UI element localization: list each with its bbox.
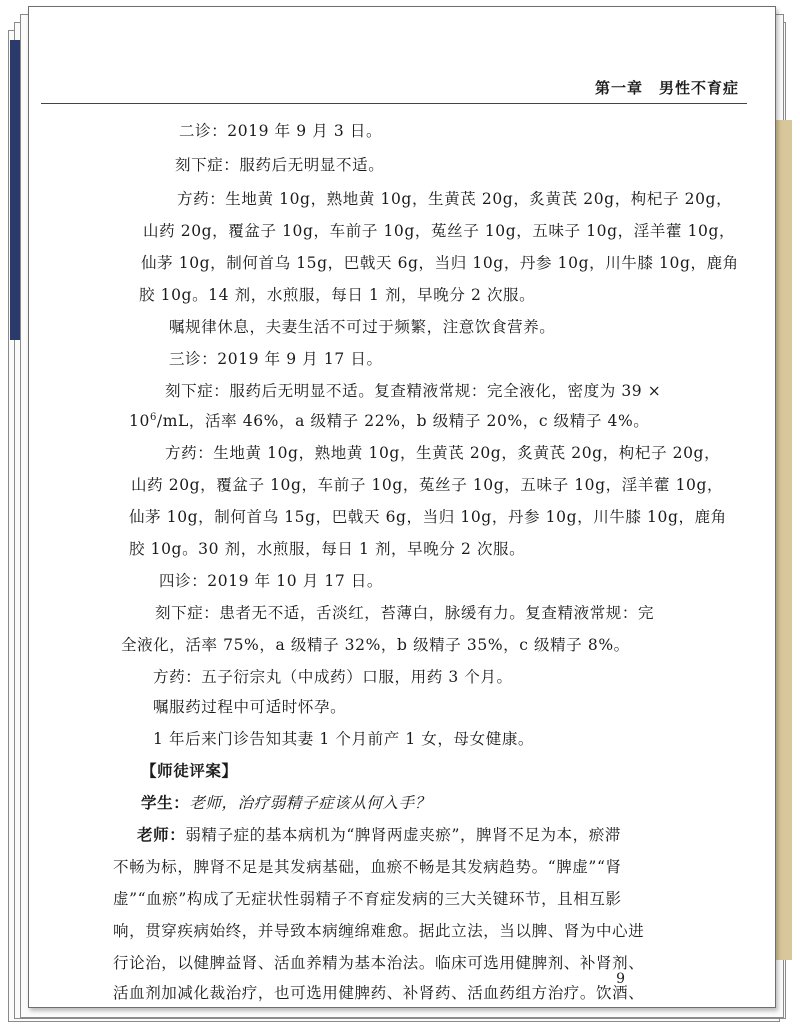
density-exponent: 6	[149, 411, 157, 423]
book-page	[28, 6, 776, 1008]
text-line: 方药：生地黄 10g，熟地黄 10g，生黄芪 20g，炙黄芪 20g，枸杞子 20g，	[165, 444, 721, 462]
text-line: 刻下症：服药后无明显不适。	[175, 156, 385, 174]
book-spine	[10, 40, 20, 340]
text-line: 山药 20g，覆盆子 10g，车前子 10g，菟丝子 10g，五味子 10g，淫羊藿 10g，	[143, 222, 736, 240]
density-rest: /mL，活率 46%，a 级精子 22%，b 级精子 20%，c 级精子 4%。	[156, 412, 650, 430]
text-line: 方药：生地黄 10g，熟地黄 10g，生黄芪 20g，炙黄芪 20g，枸杞子 20g，	[177, 190, 733, 208]
text-line: 全液化，活率 75%，a 级精子 32%，b 级精子 35%，c 级精子 8%。	[121, 636, 630, 654]
text-line: 嘱服药过程中可适时怀孕。	[153, 698, 347, 716]
text-line: 三诊：2019 年 9 月 17 日。	[169, 350, 383, 368]
text-line: 胶 10g。14 剂，水煎服，每日 1 剂，早晚分 2 次服。	[139, 286, 536, 304]
text-line: 刻下症：患者无不适，舌淡红，苔薄白，脉缓有力。复查精液常规：完	[155, 604, 655, 622]
section-heading: 【师徒评案】	[141, 762, 238, 780]
teacher-answer	[137, 823, 621, 845]
text-line: 活血剂加减化裁治疗，也可选用健脾药、补肾药、活血药组方治疗。饮酒、	[113, 984, 645, 1002]
student-text: 老师，治疗弱精子症该从何入手？	[189, 794, 431, 812]
text-line: 方药：五子衍宗丸（中成药）口服，用药 3 个月。	[153, 668, 513, 686]
teacher-label: 老师：	[137, 826, 186, 844]
text-line: 仙茅 10g，制何首乌 15g，巴戟天 6g，当归 10g，丹参 10g，川牛膝 10g，鹿角	[141, 254, 739, 272]
text-line: 1 年后来门诊告知其妻 1 个月前产 1 女，母女健康。	[153, 730, 535, 748]
text-line: 刻下症：服药后无明显不适。复查精液常规：完全液化，密度为 39 ×	[165, 382, 662, 400]
page-edge	[774, 120, 792, 960]
chapter-header: 第一章 男性不育症	[594, 79, 739, 97]
student-label: 学生：	[141, 794, 190, 812]
text-line: 嘱规律休息，夫妻生活不可过于频繁，注意饮食营养。	[169, 318, 556, 336]
density-line	[129, 409, 649, 431]
text-line: 胶 10g。30 剂，水煎服，每日 1 剂，早晚分 2 次服。	[129, 540, 526, 558]
teacher-text: 弱精子症的基本病机为“脾肾两虚夹瘀”，脾肾不足为本，瘀滞	[185, 826, 621, 844]
text-line: 山药 20g，覆盆子 10g，车前子 10g，菟丝子 10g，五味子 10g，淫羊藿 10g，	[131, 476, 724, 494]
text-line: 虚”“血瘀”构成了无症状性弱精子不育症发病的三大关键环节，且相互影	[113, 890, 622, 908]
text-line: 仙茅 10g，制何首乌 15g，巴戟天 6g，当归 10g，丹参 10g，川牛膝 10g，鹿角	[129, 508, 727, 526]
density-base: 10	[129, 412, 150, 430]
text-line: 行论治，以健脾益肾、活血养精为基本治法。临床可选用健脾剂、补肾剂、	[113, 954, 645, 972]
text-line: 四诊：2019 年 10 月 17 日。	[159, 572, 384, 590]
text-line: 二诊：2019 年 9 月 3 日。	[179, 122, 383, 140]
text-line: 响，贯穿疾病始终，并导致本病缠绵难愈。据此立法，当以脾、肾为中心进	[113, 922, 645, 940]
header-rule	[41, 103, 747, 104]
text-line: 不畅为标，脾肾不足是其发病基础，血瘀不畅是其发病趋势。“脾虚”“肾	[113, 858, 622, 876]
page-number: 9	[616, 971, 625, 987]
student-question	[141, 791, 431, 813]
